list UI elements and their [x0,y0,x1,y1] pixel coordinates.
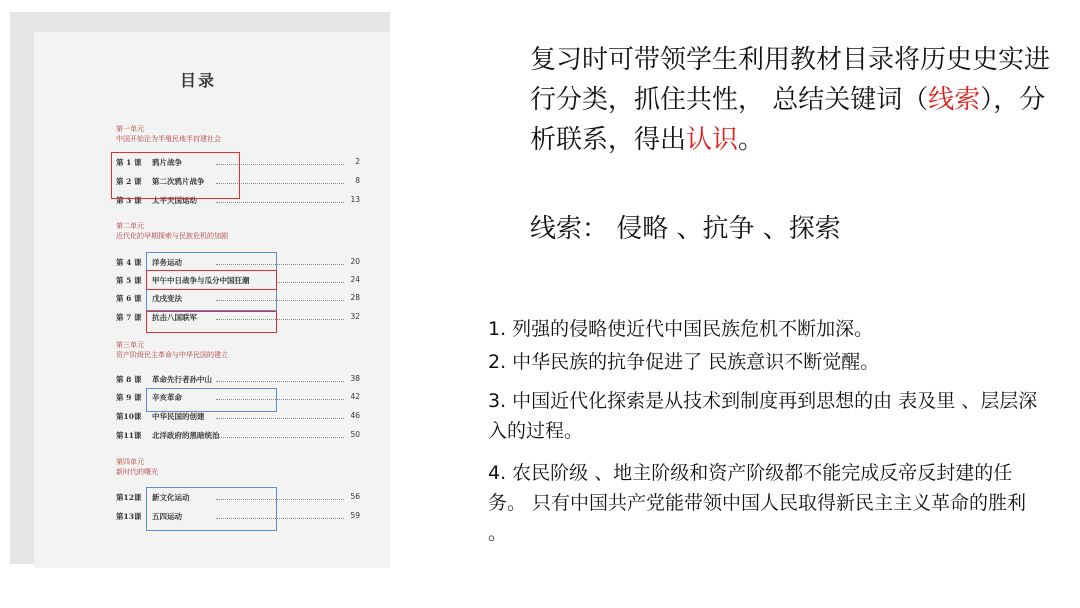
lesson-name: 甲午中日战争与瓜分中国狂潮 [152,276,250,285]
lesson-page: 38 [350,374,360,383]
conclusion-list [488,314,1048,548]
lesson-row [116,411,360,423]
lesson-name: 新文化运动 [152,493,190,502]
leader-dots [276,282,344,283]
lesson-page: 20 [350,257,360,266]
lesson-number: 第13课 [116,512,142,521]
red-highlight-box [111,152,240,199]
blue-highlight-box [146,487,277,531]
lesson-number: 第11课 [116,431,142,440]
unit-subtitle: 资产阶级民主革命与中华民国的建立 [116,351,228,359]
lesson-name: 太平天国运动 [152,196,197,205]
unit-subtitle: 中国开始沦为半殖民地半封建社会 [116,135,221,143]
unit-label: 第三单元 [116,341,144,349]
lesson-number: 第10课 [116,412,142,421]
clue-line: 线索： 侵略 、抗争 、探索 [530,214,841,244]
lesson-number: 第 8 课 [116,375,142,384]
lesson-name: 北洋政府的黑暗统治 [152,431,220,440]
conclusion-item: 1. 列强的侵略使近代中国民族危机不断加深。 [488,318,874,340]
lesson-number: 第12课 [116,493,142,502]
lesson-name: 五四运动 [152,512,182,521]
red-highlight-box [146,270,277,290]
lesson-page: 46 [350,411,360,420]
lesson-page: 56 [350,492,360,501]
lesson-name: 抗击八国联军 [152,313,197,322]
lesson-page: 50 [350,430,360,439]
instruction-text: 。 [738,125,765,155]
lesson-page: 32 [350,312,360,321]
unit-3 [116,340,228,360]
insight-keyword: 认识 [686,125,739,155]
lesson-number: 第 5 课 [116,276,142,285]
unit-subtitle: 近代化的早期探索与民族危机的加剧 [116,232,228,240]
unit-4 [116,457,158,477]
lesson-number: 第 2 课 [116,177,142,186]
conclusion-item: 3. 中国近代化探索是从技术到制度再到思想的由 表及里 、层层深入的过程。 [488,390,1038,442]
leader-dots [216,418,344,419]
lesson-number: 第 9 课 [116,393,142,402]
unit-label: 第四单元 [116,458,144,466]
unit-subtitle: 新时代的曙光 [116,468,158,476]
lesson-name: 鸦片战争 [152,158,182,167]
leader-dots [216,381,344,382]
lesson-name: 革命先行者孙中山 [152,375,212,384]
lesson-row [116,430,360,442]
leader-dots [216,202,344,203]
conclusion-item: 4. 农民阶级 、地主阶级和资产阶级都不能完成反帝反封建的任务。 只有中国共产党能带领中国人民取得新民主主义革命的胜利 。 [488,462,1027,544]
unit-label: 第一单元 [116,125,144,133]
clue-keyword: 线索 [928,85,981,115]
lesson-page: 42 [350,392,360,401]
instruction-text: 复习时可带领学生利用教材目录将历史史实进行分类，抓住共性， 总结关键词（ [530,45,1051,115]
lesson-name: 第二次鸦片战争 [152,177,205,186]
lesson-page: 8 [355,176,360,185]
lesson-page: 24 [350,275,360,284]
lesson-number: 第 7 课 [116,313,142,322]
instruction-text: ），分析联系，得出 [530,85,1046,155]
conclusion-item: 2. 中华民族的抗争促进了 民族意识不断觉醒。 [488,351,880,373]
unit-2 [116,221,228,241]
lesson-name: 中华民国的创建 [152,412,205,421]
lesson-name: 辛亥革命 [152,393,182,402]
lesson-page: 59 [350,511,360,520]
toc-title: 目录 [180,71,217,90]
unit-label: 第二单元 [116,222,144,230]
red-highlight-box [146,311,277,333]
lesson-number: 第 3 课 [116,196,142,205]
lesson-row [116,374,360,386]
lesson-number: 第 6 课 [116,294,142,303]
lesson-name: 洋务运动 [152,258,182,267]
lesson-page: 28 [350,293,360,302]
lesson-page: 13 [350,195,360,204]
lesson-number: 第 4 课 [116,258,142,267]
lesson-page: 2 [355,157,360,166]
lesson-name: 戊戌变法 [152,294,182,303]
blue-highlight-box [146,388,277,412]
review-instruction [530,40,1050,160]
leader-dots [216,437,344,438]
unit-1 [116,124,221,144]
lesson-number: 第 1 课 [116,158,142,167]
